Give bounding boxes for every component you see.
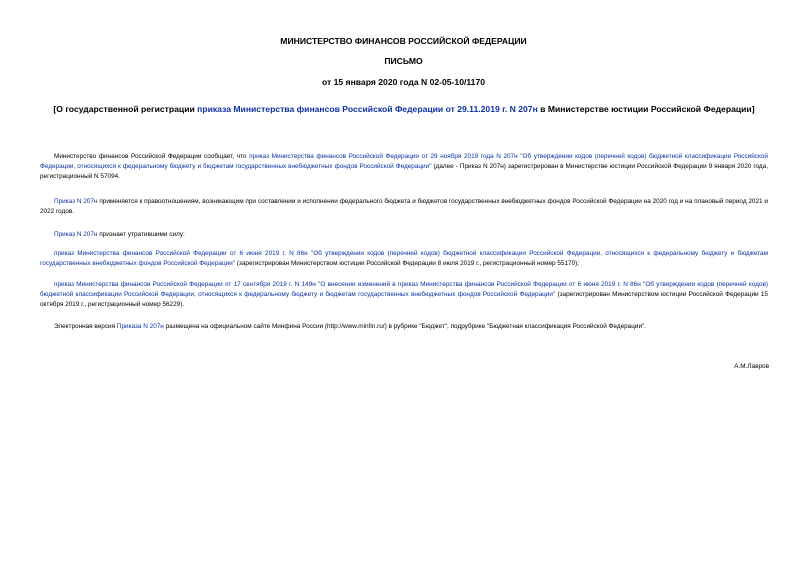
p5-text-after: (зарегистрирован Министерством юстиции Российской Федерации 15 октября 2019 г., регистрационный номер 56229). [40,291,768,308]
p3-text-after: признает утратившими силу: [97,231,185,238]
ministry-heading: МИНИСТЕРСТВО ФИНАНСОВ РОССИЙСКОЙ ФЕДЕРАЦИИ [280,36,527,46]
p6-text-after: размещена на официальном сайте Минфина России (http://www.minfin.ru/) в рубрике "Бюджет", подрубрике "Бюджетная классификация Российской Федерации". [163,323,647,330]
subject-close: в Министерстве юстиции Российской Федерации] [537,104,755,114]
order-207n-link[interactable]: приказ Министерства финансов Российской Федерации от 29 ноября 2019 года N 207н "Об утверждении кодов (перечней кодов) бюджетной классификации Российской Федерации, относящихся к федеральному бюджету и бюджетам государственных внебюджетных фондов Российской Федерации" [40,153,768,170]
p4-text-after: (зарегистрирован Министерством юстиции Российской Федерации 8 июля 2019 г., регистрационный номер 55170); [235,260,580,267]
order-207n-link-4[interactable]: Приказа N 207н [116,323,164,330]
document-date-number: от 15 января 2020 года N 02-05-10/1170 [321,77,486,87]
order-86n-link[interactable]: приказ Министерства финансов Российской Федерации от 6 июня 2019 г. N 86н "Об утверждении кодов (перечней кодов) бюджетной классификации Российской Федерации, относящихся к федеральному бюджету и бюджетам государственных внебюджетных фондов Российской Федерации" [40,250,768,267]
subject-order-link[interactable]: приказа Министерства финансов Российской Федерации от 29.11.2019 г. N 207н [197,104,538,114]
paragraph-repeals [40,230,768,240]
order-207n-link-2[interactable]: Приказ N 207н [54,198,98,205]
document-type: ПИСЬМО [384,56,423,66]
p2-text-after: применяется к правоотношениям, возникающим при составлении и исполнении федерального бюджета и бюджетов государственных внебюджетных фондов Российской Федерации на 2020 год и на плановый период 2021 и 2022 годов. [40,198,768,215]
paragraph-repealed-order-149n [40,280,768,310]
order-149n-link[interactable]: приказ Министерства финансов Российской Федерации от 17 сентября 2019 г. N 149н "О внесении изменений в приказ Министерства финансов Российской Федерации от 6 июня 2019 г. N 86н "Об утверждении кодов (перечней кодов) бюджетной классификации Российской Федерации, относящихся к федеральному бюджету и бюджетам государственных внебюджетных фондов Российской Федерации" [40,281,768,298]
paragraph-application [40,197,768,217]
paragraph-registration [40,152,768,182]
subject-open: [О государственной регистрации [53,104,198,114]
order-207n-link-3[interactable]: Приказ N 207н [54,231,98,238]
paragraph-repealed-order-86n [40,249,768,269]
p6-text-before: Электронная версия [54,323,117,330]
p1-text-before: Министерство финансов Российской Федерации сообщает, что [54,153,250,160]
signature: А.М.Лавров [734,363,769,370]
document-subject [40,104,768,115]
paragraph-electronic-version [40,322,768,332]
p1-text-after: (далее - Приказ N 207н) зарегистрирован в Министерстве юстиции Российской Федерации 9 января 2020 года, регистрационный N 57094. [40,163,768,180]
